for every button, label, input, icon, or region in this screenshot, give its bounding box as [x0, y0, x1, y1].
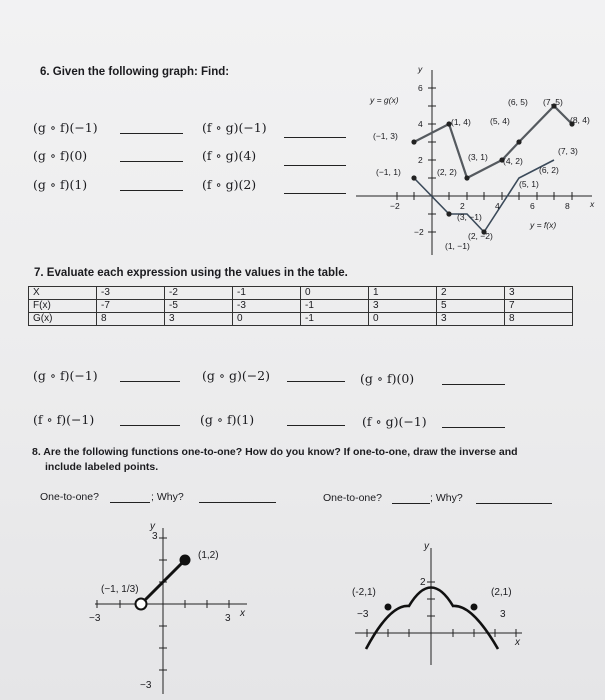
q8-left-tick-y3: 3 [152, 531, 158, 542]
q7-expr-5: (g ∘ f)(1) [200, 412, 255, 427]
q6-point-label-5-1: (5, 1) [519, 179, 539, 189]
q7-table-cell: -3 [233, 300, 301, 313]
q7-table-row-header: G(x) [29, 313, 97, 326]
q6-g-label: y = g(x) [370, 95, 399, 105]
q8-right-point-b: (2,1) [491, 587, 512, 598]
q8-right-point-a: (-2,1) [352, 587, 376, 598]
q7-table-cell: 0 [233, 313, 301, 326]
q6-y-axis-label: y [418, 64, 423, 74]
q8-left-one-to-one-label: One-to-one? [40, 491, 99, 503]
q7-table-row-header: X [29, 287, 97, 300]
q6-point-label-3-neg1: (3, −1) [457, 212, 482, 222]
q6-tick-label-x8: 8 [565, 201, 570, 211]
q6-point-label-5-4: (5, 4) [490, 116, 510, 126]
q8-left-tick-x-neg3: −3 [89, 613, 101, 624]
q8-left-why-label: ; Why? [151, 491, 184, 503]
q6-point-label-4-2: (4, 2) [503, 156, 523, 166]
q6-point-label-1-4: (1, 4) [451, 117, 471, 127]
q8-right-why-label: ; Why? [430, 492, 463, 504]
q7-table-cell: 3 [369, 300, 437, 313]
q7-table-cell: 0 [301, 287, 369, 300]
q6-right-expr-1: (f ∘ g)(−1) [202, 120, 267, 135]
q6-point-label-2-neg2: (2, −2) [468, 231, 493, 241]
q8-right-point-b-dot [471, 604, 478, 611]
q7-expr-4: (f ∘ f)(−1) [33, 412, 95, 427]
q6-point-label-8-4: (8, 4) [570, 115, 590, 125]
q8-left-tick-x3: 3 [225, 613, 231, 624]
q6-tick-label-x6: 6 [530, 201, 535, 211]
q8-left-tick-y-neg3: −3 [140, 680, 152, 691]
q6-point-label-neg1-1: (−1, 1) [376, 167, 401, 177]
q7-table-cell: 8 [505, 313, 573, 326]
q8-left-y-label: y [150, 521, 155, 532]
q7-table-cell: 8 [97, 313, 165, 326]
q7-table-cell: 2 [437, 287, 505, 300]
q6-x-axis-label: x [590, 199, 595, 209]
q6-point-label-6-5: (6, 5) [508, 97, 528, 107]
q6-tick-label-y6: 6 [418, 83, 423, 93]
q7-table-cell: 3 [437, 313, 505, 326]
q8-right-point-a-dot [385, 604, 392, 611]
q6-left-expr-1: (g ∘ f)(−1) [33, 120, 98, 135]
q7-table-cell: 5 [437, 300, 505, 313]
q7-table-row-header: F(x) [29, 300, 97, 313]
q6-left-expr-3: (g ∘ f)(1) [33, 177, 88, 192]
q6-tick-label-y2: 2 [418, 155, 423, 165]
q6-point-label-7-3: (7, 3) [558, 146, 578, 156]
q7-table-cell: -5 [165, 300, 233, 313]
q8-right-one-to-one-label: One-to-one? [323, 492, 382, 504]
q7-table-cell: -2 [165, 287, 233, 300]
q6-point-label-1-neg1: (1, −1) [445, 241, 470, 251]
q6-point-label-3-1: (3, 1) [468, 152, 488, 162]
q6-left-expr-2: (g ∘ f)(0) [33, 148, 88, 163]
q7-table-cell: 1 [369, 287, 437, 300]
q7-table-cell: -1 [301, 313, 369, 326]
q7-expr-2: (g ∘ g)(−2) [202, 368, 271, 383]
q6-point-label-6-2: (6, 2) [539, 165, 559, 175]
q8-right-y-label: y [424, 541, 429, 552]
q7-expr-1: (g ∘ f)(−1) [33, 368, 98, 383]
q6-tick-label-x-neg2: −2 [390, 201, 400, 211]
q8-left-point-b: (1,2) [198, 550, 219, 561]
q7-table-cell: -1 [233, 287, 301, 300]
q8-left-point-a: (−1, 1/3) [101, 584, 139, 595]
q8-right-x-label: x [515, 637, 520, 648]
q8-left-x-label: x [240, 608, 245, 619]
q6-title: 6. Given the following graph: Find: [40, 66, 230, 78]
q8-right-tick-x3: 3 [500, 609, 506, 620]
q6-right-expr-3: (f ∘ g)(2) [202, 177, 257, 192]
q8-right-curve [366, 588, 498, 650]
q7-table-cell: -3 [97, 287, 165, 300]
q6-point-label-7-5: (7, 5) [543, 97, 563, 107]
q7-table-cell: -1 [301, 300, 369, 313]
q6-right-expr-2: (f ∘ g)(4) [202, 148, 257, 163]
q6-tick-label-x4: 4 [495, 201, 500, 211]
q7-title: 7. Evaluate each expression using the values in the table. [34, 267, 348, 279]
q7-table-cell: 7 [505, 300, 573, 313]
q8-right-tick-x-neg3: −3 [357, 609, 369, 620]
q7-table-cell: 3 [165, 313, 233, 326]
q7-table-cell: 0 [369, 313, 437, 326]
q6-point-label-neg1-3: (−1, 3) [373, 131, 398, 141]
q6-tick-label-y-neg2: −2 [414, 227, 424, 237]
q7-table-cell: 3 [505, 287, 573, 300]
q6-tick-label-y4: 4 [418, 119, 423, 129]
q6-f-label: y = f(x) [530, 220, 557, 230]
q6-point-label-2-2: (2, 2) [437, 167, 457, 177]
q7-expr-6: (f ∘ g)(−1) [362, 414, 427, 429]
q8-instructions-line1: 8. Are the following functions one-to-one? How do you know? If one-to-one, draw the inverse and [32, 446, 518, 458]
q6-tick-label-x2: 2 [460, 201, 465, 211]
q7-table-cell: -7 [97, 300, 165, 313]
q8-right-tick-y2: 2 [420, 577, 426, 588]
q8-instructions-line2: include labeled points. [45, 461, 159, 473]
q7-expr-3: (g ∘ f)(0) [360, 371, 415, 386]
